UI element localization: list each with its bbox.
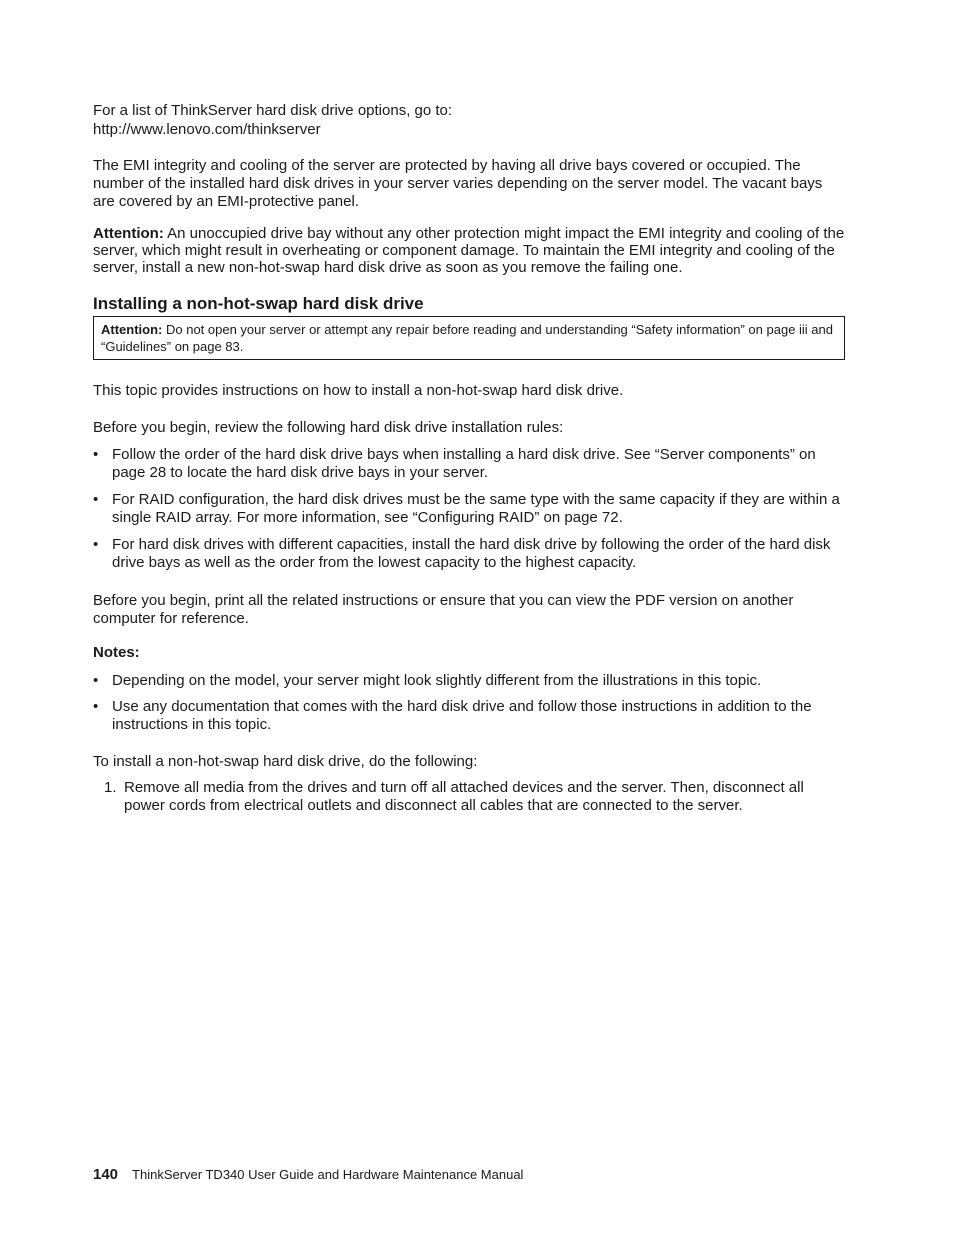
footer-title: ThinkServer TD340 User Guide and Hardware Maintenance Manual: [132, 1167, 524, 1182]
page-footer: [93, 1166, 523, 1184]
note-text: Depending on the model, your server might look slightly different from the illustrations in this topic.: [112, 672, 762, 689]
notes-list: [93, 672, 845, 734]
document-body: [93, 101, 845, 815]
bullet-icon: •: [93, 446, 99, 463]
attention-paragraph: [93, 225, 845, 276]
attention-text: An unoccupied drive bay without any other protection might impact the EMI integrity and cooling of the server, which might result in overheating or component damage. To maintain the EMI integrity and cooling of the server, install a new non-hot-swap hard disk drive as soon as you remove the failing one.: [93, 225, 845, 276]
bullet-icon: •: [93, 672, 99, 689]
bullet-icon: •: [93, 536, 99, 553]
print-paragraph: Before you begin, print all the related instructions or ensure that you can view the PDF version on another computer for reference.: [93, 592, 794, 627]
step-number: 1.: [104, 779, 117, 796]
bullet-icon: •: [93, 698, 99, 715]
notes-heading: Notes:: [93, 644, 140, 661]
thinkserver-url[interactable]: http://www.lenovo.com/thinkserver: [93, 121, 321, 138]
intro-text: For a list of ThinkServer hard disk drive options, go to:: [93, 102, 453, 119]
list-item: [93, 536, 845, 572]
list-item: [93, 672, 845, 690]
attention-label: Attention:: [93, 225, 164, 242]
list-item: [93, 698, 845, 734]
safety-attention-text: Do not open your server or attempt any repair before reading and understanding “Safety information” on page iii and “Guidelines” on page 83.: [101, 322, 833, 354]
steps-intro: To install a non-hot-swap hard disk drive, do the following:: [93, 753, 478, 770]
list-item: [93, 446, 845, 482]
section-heading: Installing a non-hot-swap hard disk drive: [93, 294, 424, 313]
rules-intro: Before you begin, review the following hard disk drive installation rules:: [93, 419, 564, 436]
installation-rules-list: [93, 446, 845, 572]
topic-intro: This topic provides instructions on how to install a non-hot-swap hard disk drive.: [93, 382, 624, 399]
list-item: [93, 779, 845, 815]
rule-text: Follow the order of the hard disk drive bays when installing a hard disk drive. See “Server components” on page 28 to locate the hard disk drive bays in your server.: [112, 446, 816, 481]
install-steps-list: [93, 779, 845, 815]
step-text: Remove all media from the drives and turn off all attached devices and the server. Then, disconnect all power cords from electrical outlets and disconnect all cables that are connected to the server.: [124, 779, 804, 814]
thinkserver-link[interactable]: [93, 120, 845, 139]
bullet-icon: •: [93, 491, 99, 508]
list-item: [93, 491, 845, 527]
safety-attention-label: Attention:: [101, 322, 163, 337]
note-text: Use any documentation that comes with the hard disk drive and follow those instructions in addition to the instructions in this topic.: [112, 698, 812, 733]
rule-text: For RAID configuration, the hard disk drives must be the same type with the same capacity if they are within a single RAID array. For more information, see “Configuring RAID” on page 72.: [112, 491, 840, 526]
page-number: 140: [93, 1166, 119, 1183]
safety-attention-box: [93, 316, 845, 360]
notes-label: [93, 644, 845, 662]
rule-text: For hard disk drives with different capacities, install the hard disk drive by following the order of the hard disk drive bays as well as the order from the lowest capacity to the highest capacity.: [112, 536, 831, 571]
emi-paragraph: The EMI integrity and cooling of the server are protected by having all drive bays covered or occupied. The number of the installed hard disk drives in your server varies depending on the server model. The vacant bays are covered by an EMI-protective panel.: [93, 157, 823, 210]
